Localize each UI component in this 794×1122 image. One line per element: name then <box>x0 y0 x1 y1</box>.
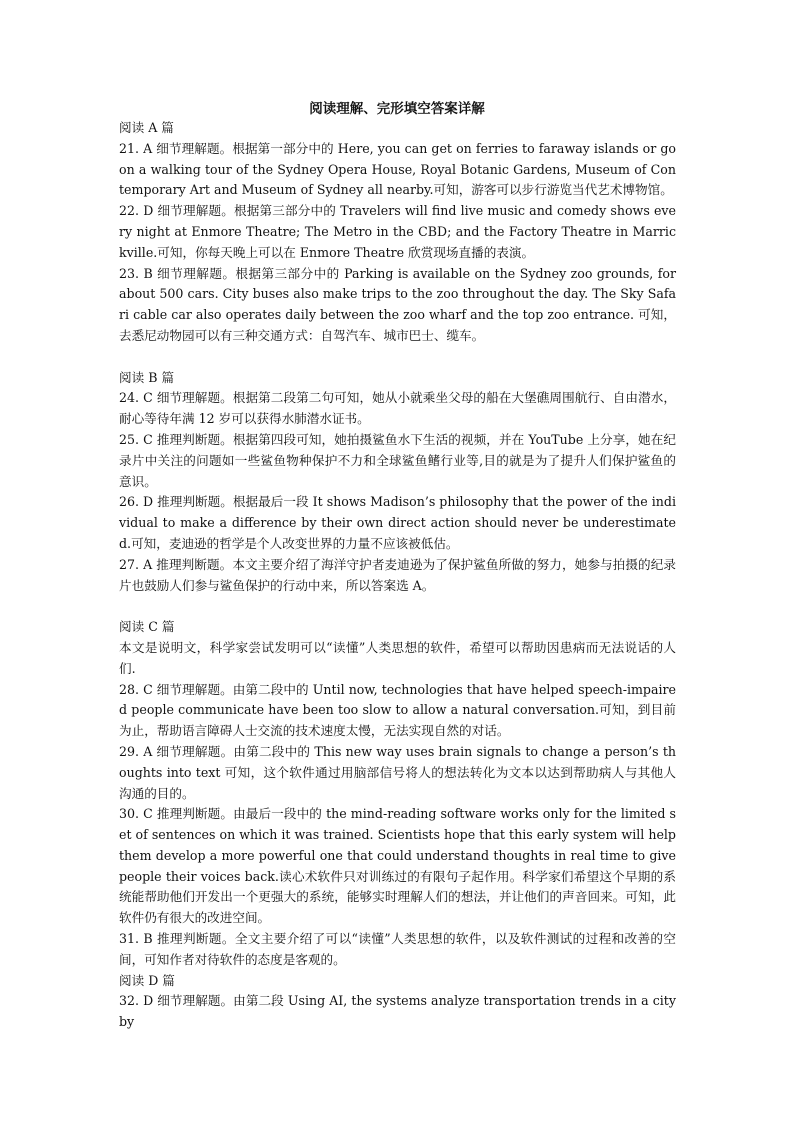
answer-31: 31. B 推理判断题。全文主要介绍了可以“读懂”人类思想的软件，以及软件测试的过程和改善的空间，可知作者对待软件的态度是客观的。 <box>119 931 676 967</box>
section-heading-c: 阅读 C 篇 <box>119 619 175 635</box>
answer-26: 26. D 推理判断题。根据最后一段 It shows Madison’s philosophy that the power of the individual to make a difference by their own direct action should never be underestimated.可知，麦迪逊的哲学是个人改变世界的力量不应该被低估。 <box>119 494 676 551</box>
blank-line <box>119 596 676 617</box>
section-heading-a: 阅读 A 篇 <box>119 120 174 135</box>
section-c-summary: 本文是说明文，科学家尝试发明可以“读懂”人类思想的软件，希望可以帮助因患病而无法说话的人们. <box>119 639 676 676</box>
answer-23: 23. B 细节理解题。根据第三部分中的 Parking is available on the Sydney zoo grounds, for about 500 cars. City buses also make trips to the zoo throughout the day. The Sky Safari cable car also operates daily between the zoo wharf and the top zoo entrance. 可知，去悉尼动物园可以有三种交通方式：自驾汽车、城市巴士、缆车。 <box>119 265 676 343</box>
answer-27: 27. A 推理判断题。本文主要介绍了海洋守护者麦迪逊为了保护鲨鱼所做的努力，她参与拍摄的纪录片也鼓励人们参与鲨鱼保护的行动中来，所以答案选 A。 <box>119 556 676 593</box>
answer-25: 25. C 推理判断题。根据第四段可知，她拍摄鲨鱼水下生活的视频，并在 YouTube 上分享，她在纪录片中关注的问题如一些鲨鱼物种保护不力和全球鲨鱼鳍行业等,目的就是为了提升人们保护鲨鱼的意识。 <box>119 431 676 489</box>
answer-32: 32. D 细节理解题。由第二段 Using AI, the systems analyze transportation trends in a city by <box>119 993 676 1030</box>
blank-line <box>119 347 676 368</box>
answer-29: 29. A 细节理解题。由第二段中的 This new way uses brain signals to change a person’s thoughts into text 可知，这个软件通过用脑部信号将人的想法转化为文本以达到帮助病人与其他人沟通的目的。 <box>119 743 676 801</box>
section-heading-d: 阅读 D 篇 <box>119 972 175 988</box>
answer-22: 22. D 细节理解题。根据第三部分中的 Travelers will find live music and comedy shows every night at Enmore Theatre; The Metro in the CBD; and the Factory Theatre in Marrickville.可知，你每天晚上可以在 Enmore Theatre 欣赏现场直播的表演。 <box>119 203 676 260</box>
section-heading-b: 阅读 B 篇 <box>119 369 175 385</box>
answer-30: 30. C 推理判断题。由最后一段中的 the mind-reading software works only for the limited set of sentences on which it was trained. Scientists hope that this early system will help them develop a more powerful one that could understand thoughts in real time to give people their voices back.读心术软件只对训练过的有限句子起作用。科学家们希望这个早期的系统能帮助他们开发出一个更强大的系统，能够实时理解人们的想法，并让他们的声音回来。可知，此软件仍有很大的改进空间。 <box>119 806 676 926</box>
answer-24: 24. C 细节理解题。根据第二段第二句可知，她从小就乘坐父母的船在大堡礁周围航行、自由潜水，耐心等待年满 12 岁可以获得水肺潜水证书。 <box>119 390 676 427</box>
answer-28: 28. C 细节理解题。由第二段中的 Until now, technologies that have helped speech-impaired people communicate have been too slow to allow a natural conversation.可知，到目前为止，帮助语言障碍人士交流的技术速度太慢，无法实现自然的对话。 <box>119 681 676 739</box>
answer-21: 21. A 细节理解题。根据第一部分中的 Here, you can get on ferries to faraway islands or go on a walking tour of the Sydney Opera House, Royal Botanic Gardens, Museum of Contemporary Art and Museum of Sydney all nearby.可知，游客可以步行游览当代艺术博物馆。 <box>119 140 676 198</box>
document-body <box>119 118 676 1033</box>
document-title: 阅读理解、完形填空答案详解 <box>309 101 485 117</box>
